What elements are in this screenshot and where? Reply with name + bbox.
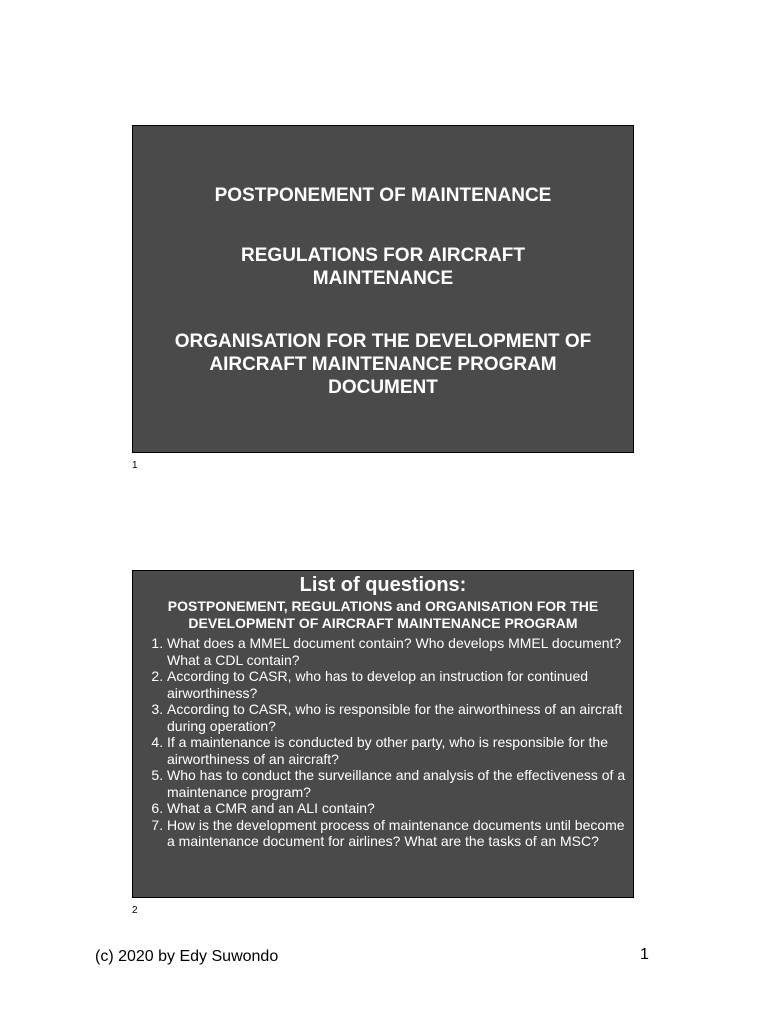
slide-2 [132, 570, 634, 898]
question-list [133, 635, 633, 850]
slide-2-number: 2 [132, 905, 138, 916]
footer-copyright: (c) 2020 by Edy Suwondo [95, 948, 279, 965]
slide-2-title: List of questions: [299, 574, 467, 596]
slide-1-heading-organisation: ORGANISATION FOR THE DEVELOPMENT OF AIRCRAFT MAINTENANCE PROGRAM DOCUMENT [174, 331, 592, 398]
slide-1-heading-regulations: REGULATIONS FOR AIRCRAFT MAINTENANCE [241, 245, 525, 289]
slide-1-heading-postponement: POSTPONEMENT OF MAINTENANCE [214, 185, 552, 206]
question-item: 7. How is the development process of maintenance documents until become a maintenance document for airlines? What are the tasks of an MSC? [167, 817, 633, 850]
question-item: 3. According to CASR, who is responsible for the airworthiness of an aircraft during operation? [167, 701, 633, 734]
question-item: 5. Who has to conduct the surveillance and analysis of the effectiveness of a maintenance program? [167, 767, 633, 800]
footer-page-number: 1 [640, 946, 649, 963]
question-item: 2. According to CASR, who has to develop an instruction for continued airworthiness? [167, 668, 633, 701]
question-item: 4. If a maintenance is conducted by other party, who is responsible for the airworthiness of an aircraft? [167, 734, 633, 767]
slide-1-number: 1 [132, 460, 138, 471]
question-item: 1. What does a MMEL document contain? Who develops MMEL document? What a CDL contain? [167, 635, 633, 668]
slide-2-subtitle: POSTPONEMENT, REGULATIONS and ORGANISATION FOR THE DEVELOPMENT OF AIRCRAFT MAINTENANCE PROGRAM [167, 598, 599, 631]
slide-1 [132, 125, 634, 453]
question-item: 6. What a CMR and an ALI contain? [167, 800, 633, 817]
